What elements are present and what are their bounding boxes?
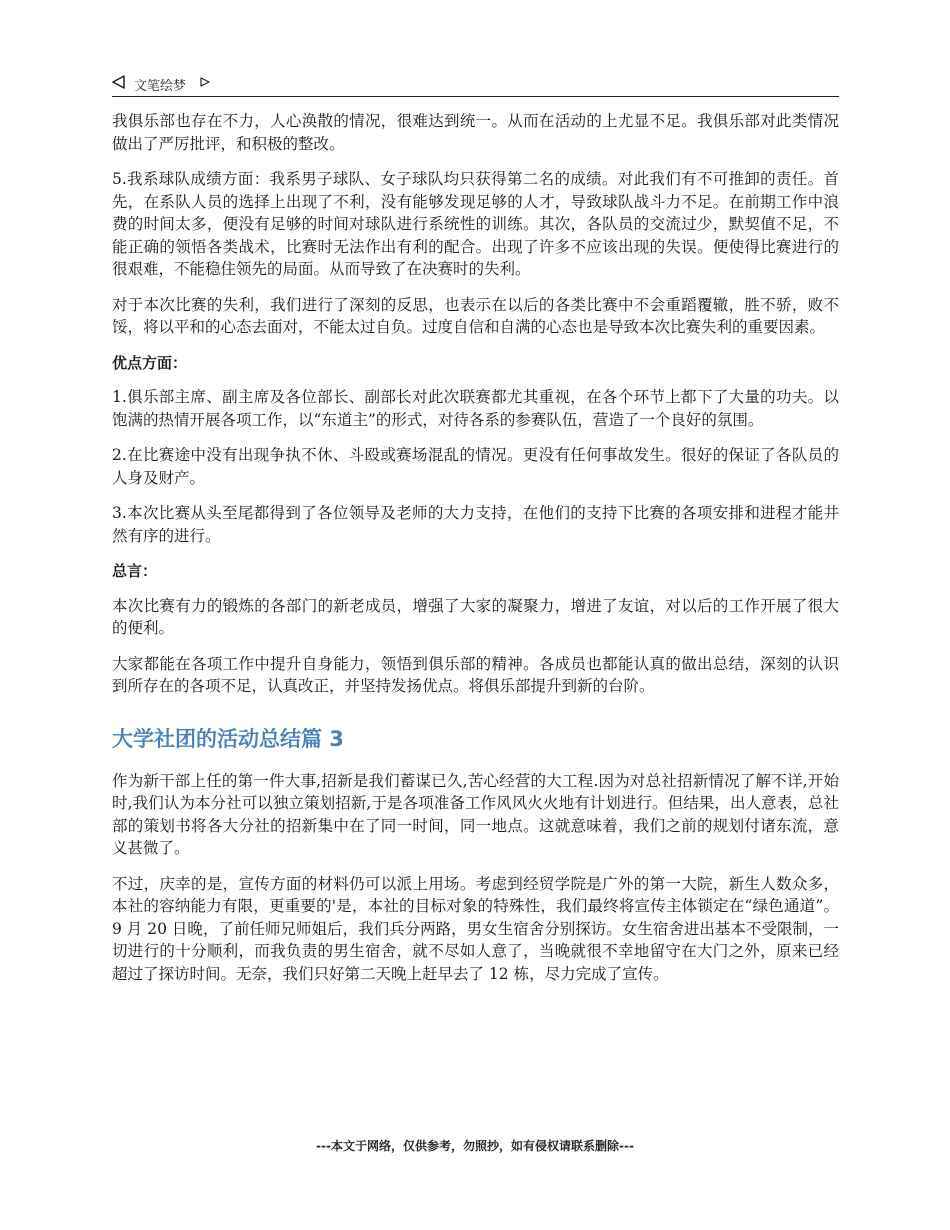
subheading-summary: 总言： bbox=[112, 562, 158, 580]
paragraph-recruitment: 作为新干部上任的第一件大事,招新是我们蓄谋已久,苦心经营的大工程.因为对总社招新情况了解不详,开始时,我们认为本分社可以独立策划招新,于是各项准备工作风风火火地有计划进行。但结果，出人意表，总社部的策划书将各大分社的招新集中在了同一时间，同一地点。这就意味着，我们之前的规划付诸东流，意义甚微了。 bbox=[112, 771, 839, 857]
document-body bbox=[112, 110, 839, 998]
paragraph-reflection: 对于本次比赛的失利，我们进行了深刻的反思，也表示在以后的各类比赛中不会重蹈覆辙，胜不骄，败不馁，将以平和的心态去面对，不能太过自负。过度自信和自满的心态也是导致本次比赛失利的重要因素。 bbox=[112, 295, 839, 336]
page-header bbox=[112, 72, 839, 97]
subheading-merits: 优点方面： bbox=[112, 353, 188, 372]
paragraph-promotion: 不过，庆幸的是，宣传方面的材料仍可以派上用场。考虑到经贸学院是广外的第一大院，新生人数众多，本社的容纳能力有限，更重要的'是，本社的目标对象的特殊性，我们最终将宣传主体锁定在“绿色通道”。9 月 20 日晚，了前任师兄师姐后，我们兵分两路，男女生宿舍分别探访。女生宿舍进出基本不受限制，一切进行的十分顺利，而我负责的男生宿舍，就不尽如人意了，当晚就很不幸地留守在大门之外，原来已经超过了探访时间。无奈，我们只好第二天晚上赶早去了 12 栋，尽力完成了宣传。 bbox=[112, 874, 839, 983]
header-brand: 文笔绘梦 bbox=[134, 79, 187, 94]
section-title: 大学社团的活动总结篇 3 bbox=[112, 726, 344, 751]
paragraph-club-issues: 我俱乐部也存在不力，人心涣散的情况，很难达到统一。从而在活动的上尤显不足。我俱乐部对此类情况做出了严厉批评，和积极的整改。 bbox=[112, 112, 839, 153]
triangle-right-outline-icon bbox=[200, 77, 210, 87]
paragraph-merit-3: 3.本次比赛从头至尾都得到了各位领导及老师的大力支持，在他们的支持下比赛的各项安排和进程才能井然有序的进行。 bbox=[112, 504, 839, 545]
paragraph-merit-1: 1.俱乐部主席、副主席及各位部长、副部长对此次联赛都尤其重视，在各个环节上都下了大量的功夫。以饱满的热情开展各项工作，以“东道主”的形式，对待各系的参赛队伍，营造了一个良好的氛围。 bbox=[112, 388, 839, 429]
triangle-left-outline-icon bbox=[112, 75, 126, 89]
paragraph-team-results: 5.我系球队成绩方面：我系男子球队、女子球队均只获得第二名的成绩。对此我们有不可推卸的责任。首先，在系队人员的选择上出现了不利，没有能够发现足够的人才，导致球队战斗力不足。在前期工作中浪费的时间太多，便没有足够的时间对球队进行系统性的训练。其次，各队员的交流过少，默契值不足，不能正确的领悟各类战术，比赛时无法作出有利的配合。出现了许多不应该出现的失误。便使得比赛进行的很艰难，不能稳住领先的局面。从而导致了在决赛时的失利。 bbox=[112, 170, 839, 278]
paragraph-merit-2: 2.在比赛途中没有出现争执不休、斗殴或赛场混乱的情况。更没有任何事故发生。很好的保证了各队员的人身及财产。 bbox=[112, 446, 839, 487]
paragraph-summary-2: 大家都能在各项工作中提升自身能力，领悟到俱乐部的精神。各成员也都能认真的做出总结，深刻的认识到所存在的各项不足，认真改正，并坚持发扬优点。将俱乐部提升到新的台阶。 bbox=[112, 654, 839, 695]
footer-disclaimer: ---本文于网络，仅供参考，勿照抄，如有侵权请联系删除--- bbox=[316, 1139, 634, 1153]
paragraph-summary-1: 本次比赛有力的锻炼的各部门的新老成员，增强了大家的凝聚力，增进了友谊，对以后的工作开展了很大的便利。 bbox=[112, 596, 839, 637]
